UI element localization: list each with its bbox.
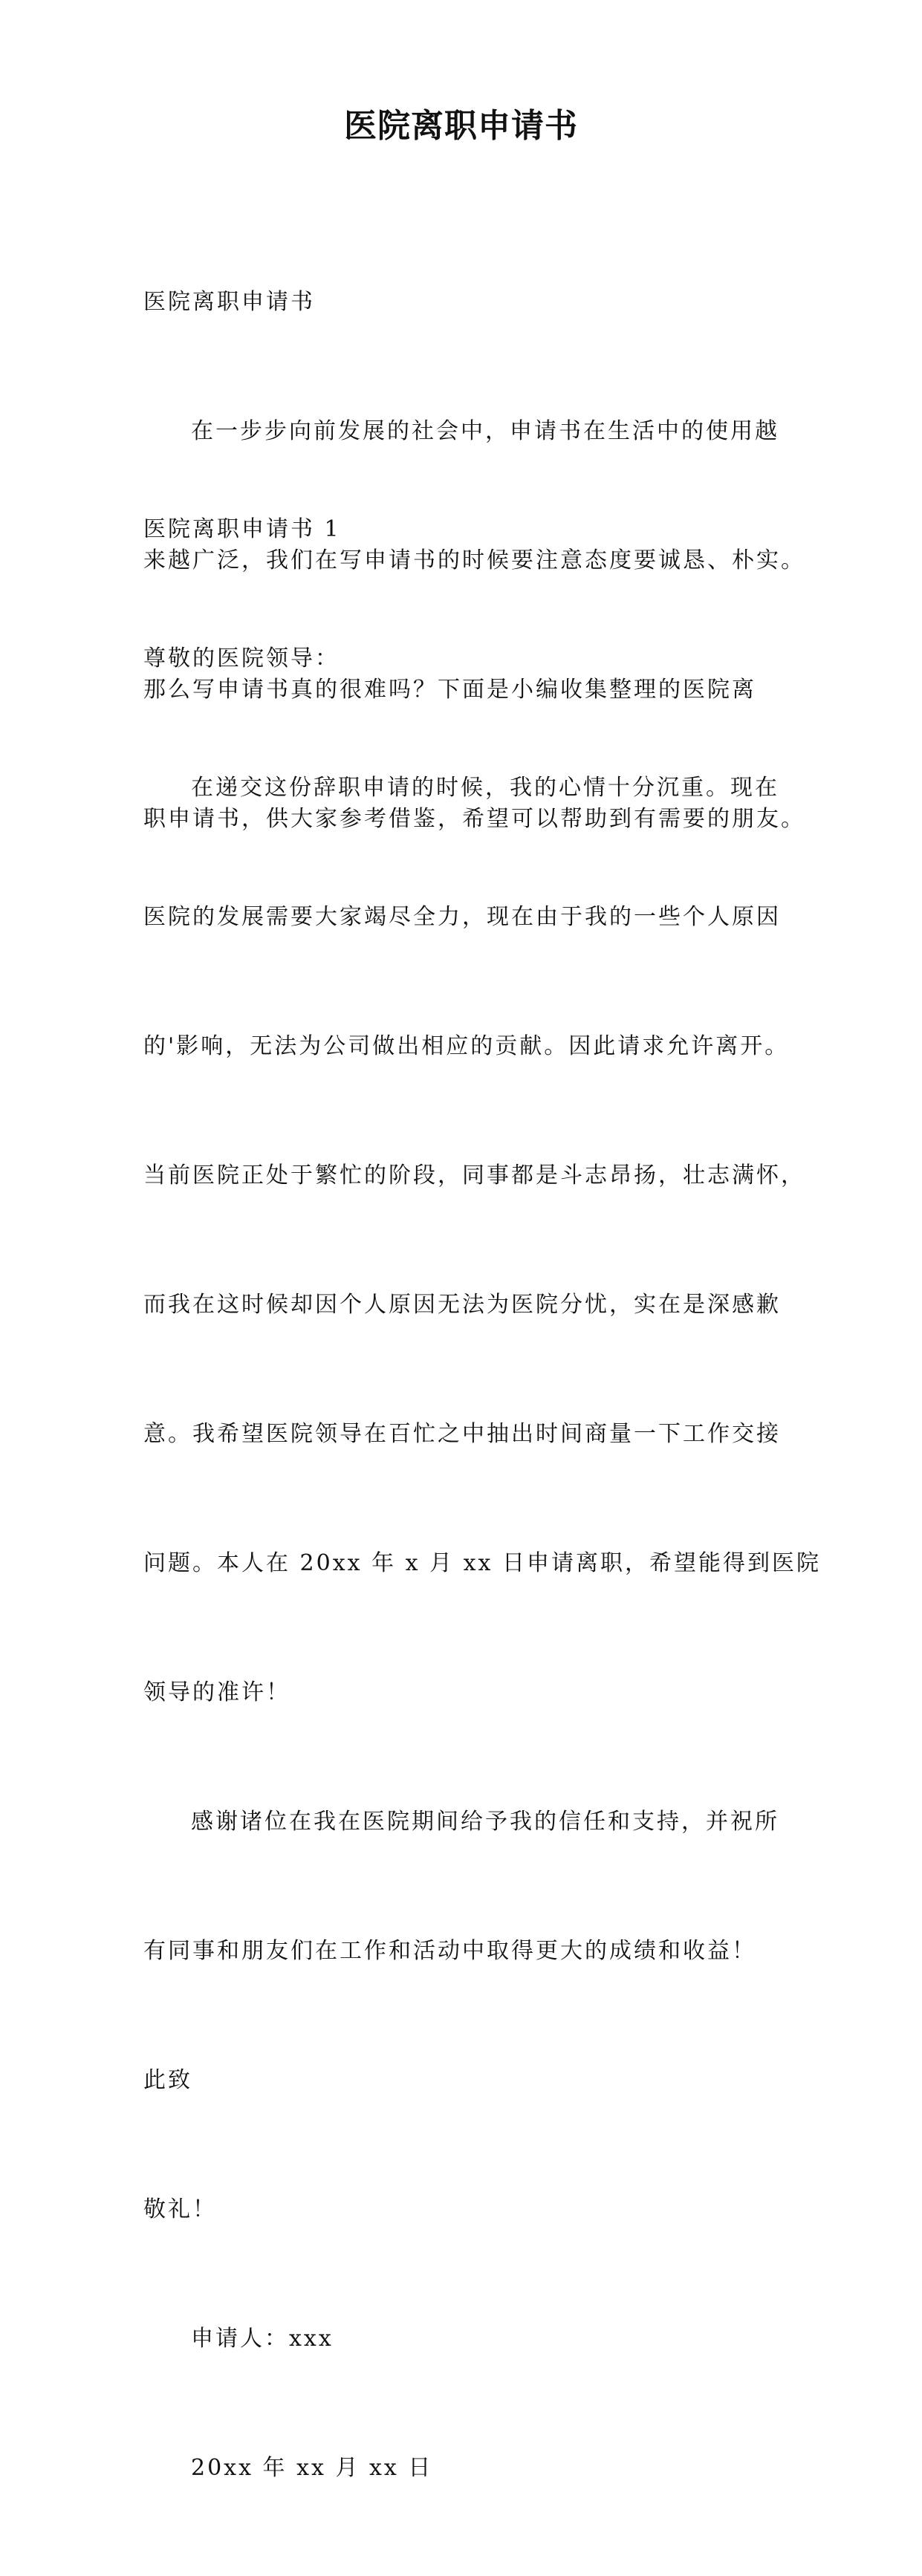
body-line: 感谢诸位在我在医院期间给予我的信任和支持，并祝所 xyxy=(191,1809,779,1835)
closing-line: 敬礼！ xyxy=(143,2196,217,2222)
body-line: 在递交这份辞职申请的时候，我的心情十分沉重。现在 xyxy=(191,775,779,801)
body-line: 医院的发展需要大家竭尽全力，现在由于我的一些个人原因 xyxy=(143,904,781,930)
body-line: 而我在这时候却因个人原因无法为医院分忧，实在是深感歉 xyxy=(143,1292,781,1318)
body-line: 领导的准许！ xyxy=(143,1679,290,1705)
intro-line: 在一步步向前发展的社会中，申请书在生活中的使用越 xyxy=(191,418,779,444)
document-title: 医院离职申请书 xyxy=(344,107,578,145)
body-line: 当前医院正处于繁忙的阶段，同事都是斗志昂扬，壮志满怀， xyxy=(143,1162,805,1188)
date-line: 20xx 年 xx 月 xx 日 xyxy=(191,2455,433,2481)
letter-block xyxy=(143,422,821,2576)
intro-heading: 医院离职申请书 xyxy=(143,289,315,315)
signature: 申请人：xxx xyxy=(191,2326,334,2352)
salutation: 尊敬的医院领导： xyxy=(143,645,340,671)
body-line: 有同事和朋友们在工作和活动中取得更大的成绩和收益！ xyxy=(143,1938,756,1964)
body-line: 意。我希望医院领导在百忙之中抽出时间商量一下工作交接 xyxy=(143,1421,781,1447)
body-line: 的'影响，无法为公司做出相应的贡献。因此请求允许离开。 xyxy=(143,1033,790,1059)
closing-line: 此致 xyxy=(143,2067,192,2093)
section-heading: 医院离职申请书 1 xyxy=(143,516,341,542)
body-line: 问题。本人在 20xx 年 x 月 xx 日申请离职，希望能得到医院 xyxy=(143,1550,821,1576)
intro-line: 那么写申请书真的很难吗？下面是小编收集整理的医院离 xyxy=(143,677,756,703)
intro-line: 职申请书，供大家参考借鉴，希望可以帮助到有需要的朋友。 xyxy=(143,806,805,832)
intro-line: 来越广泛，我们在写申请书的时候要注意态度要诚恳、朴实。 xyxy=(143,547,805,573)
